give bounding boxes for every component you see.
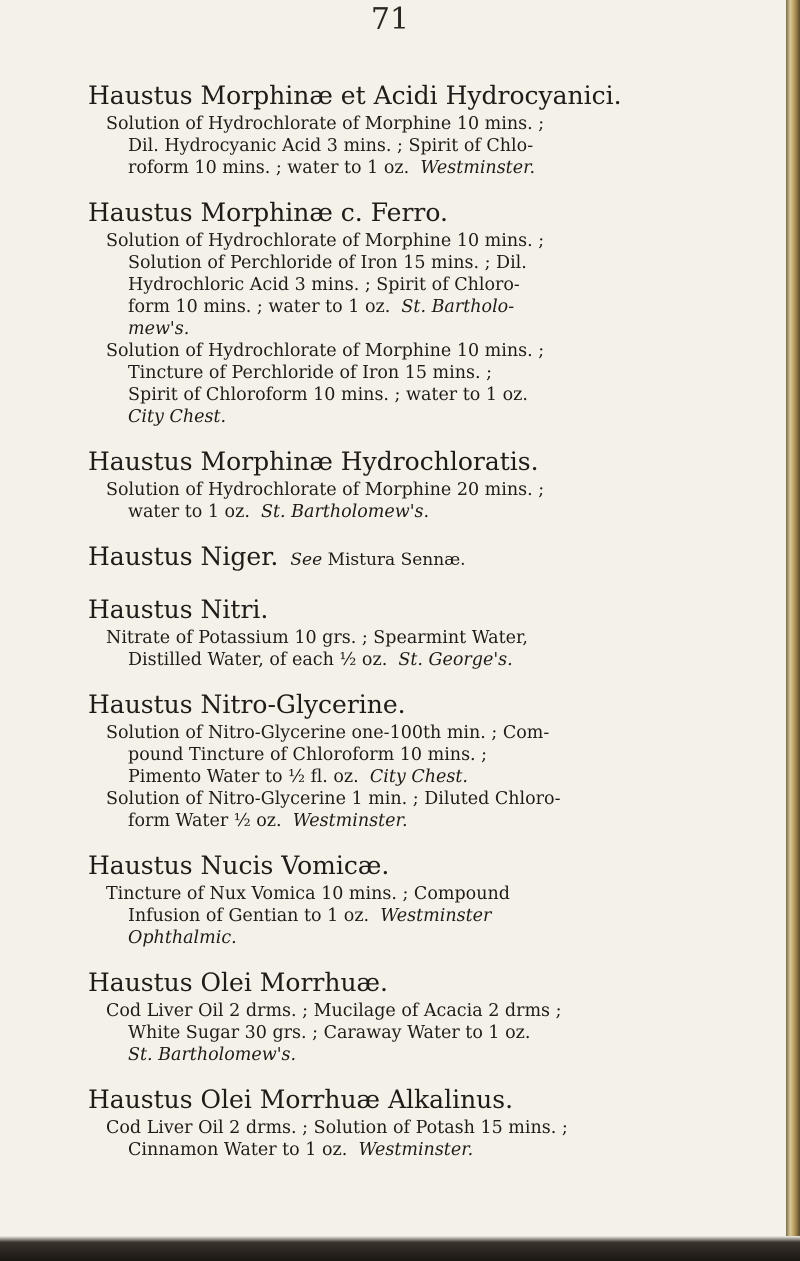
source-hospital: City Chest. xyxy=(369,767,468,787)
source-hospital: St. Bartholomew's. xyxy=(261,502,430,522)
entry-text xyxy=(106,1000,748,1066)
entry-text xyxy=(106,788,748,832)
text-line: Spirit of Chloroform 10 mins. ; water to 1 oz. xyxy=(128,385,528,405)
entry-text xyxy=(106,340,748,428)
entry-heading: Haustus Olei Morrhuæ. xyxy=(88,968,388,997)
entry-heading: Haustus Nitro-Glycerine. xyxy=(88,690,406,719)
text-line: Solution of Hydrochlorate of Morphine 20 mins. ; xyxy=(106,480,545,500)
text-line: Solution of Hydrochlorate of Morphine 10 mins. ; xyxy=(106,231,545,251)
entry-morphinae-hydrocyanici xyxy=(88,80,748,179)
entry-text xyxy=(106,479,748,523)
text-line: Solution of Hydrochlorate of Morphine 10 mins. ; xyxy=(106,114,545,134)
text-line: Solution of Nitro-Glycerine 1 min. ; Diluted Chloro- xyxy=(106,789,561,809)
page-bottom-shadow xyxy=(0,1236,800,1261)
entry-text xyxy=(106,1117,748,1161)
text-line: Cod Liver Oil 2 drms. ; Solution of Potash 15 mins. ; xyxy=(106,1118,568,1138)
source-hospital: Westminster. xyxy=(358,1140,474,1160)
page-binding-edge xyxy=(786,0,800,1261)
cross-reference xyxy=(290,550,465,570)
page-number: 71 xyxy=(370,2,410,37)
entry-heading: Haustus Nitri. xyxy=(88,595,269,624)
text-line: Hydrochloric Acid 3 mins. ; Spirit of Chloro- xyxy=(128,275,520,295)
text-line: Solution of Perchloride of Iron 15 mins. ; Dil. xyxy=(128,253,527,273)
source-hospital: Westminster. xyxy=(292,811,408,831)
text-line: Solution of Hydrochlorate of Morphine 10 mins. ; xyxy=(106,341,545,361)
source-hospital-cont: mew's. xyxy=(128,319,190,339)
entry-nitro-glycerine xyxy=(88,689,748,832)
entry-olei-morrhuae xyxy=(88,967,748,1066)
entry-text xyxy=(106,722,748,788)
entry-morphinae-hydrochloratis xyxy=(88,446,748,523)
text-line: Distilled Water, of each ½ oz. xyxy=(128,650,388,670)
entry-nucis-vomicae xyxy=(88,850,748,949)
text-line: pound Tincture of Chloroform 10 mins. ; xyxy=(128,745,488,765)
source-hospital: Westminster xyxy=(380,906,492,926)
entry-heading: Haustus Morphinæ Hydrochloratis. xyxy=(88,447,539,476)
entry-morphinae-ferro xyxy=(88,197,748,428)
entry-heading: Haustus Morphinæ et Acidi Hydrocyanici. xyxy=(88,81,622,110)
text-line: Infusion of Gentian to 1 oz. xyxy=(128,906,370,926)
text-line: form Water ½ oz. xyxy=(128,811,282,831)
see-word: See xyxy=(290,550,323,570)
text-line: water to 1 oz. xyxy=(128,502,250,522)
text-line: Cinnamon Water to 1 oz. xyxy=(128,1140,348,1160)
source-hospital: City Chest. xyxy=(128,407,227,427)
text-line: Dil. Hydrocyanic Acid 3 mins. ; Spirit of Chlo- xyxy=(128,136,534,156)
entry-niger xyxy=(88,541,748,576)
entry-heading: Haustus Nucis Vomicæ. xyxy=(88,851,390,880)
text-line: Tincture of Perchloride of Iron 15 mins. ; xyxy=(128,363,493,383)
text-line: Pimento Water to ½ fl. oz. xyxy=(128,767,359,787)
entry-heading: Haustus Olei Morrhuæ Alkalinus. xyxy=(88,1085,514,1114)
text-line: Solution of Nitro-Glycerine one-100th min. ; Com- xyxy=(106,723,550,743)
heading-text: Haustus Niger. xyxy=(88,542,279,571)
source-hospital: St. Bartholo- xyxy=(401,297,515,317)
entry-nitri xyxy=(88,594,748,671)
entry-text xyxy=(106,883,748,949)
entry-heading xyxy=(88,541,748,576)
entry-heading: Haustus Morphinæ c. Ferro. xyxy=(88,198,448,227)
page-content xyxy=(88,80,748,1179)
source-hospital-cont: Ophthalmic. xyxy=(128,928,237,948)
source-hospital: Westminster. xyxy=(420,158,536,178)
see-target: Mistura Sennæ. xyxy=(327,550,466,570)
entry-olei-morrhuae-alkalinus xyxy=(88,1084,748,1161)
source-hospital: St. Bartholomew's. xyxy=(128,1045,297,1065)
text-line: roform 10 mins. ; water to 1 oz. xyxy=(128,158,410,178)
text-line: Cod Liver Oil 2 drms. ; Mucilage of Acacia 2 drms ; xyxy=(106,1001,562,1021)
text-line: White Sugar 30 grs. ; Caraway Water to 1 oz. xyxy=(128,1023,531,1043)
entry-text xyxy=(106,230,748,340)
entry-text xyxy=(106,627,748,671)
text-line: Nitrate of Potassium 10 grs. ; Spearmint Water, xyxy=(106,628,528,648)
text-line: Tincture of Nux Vomica 10 mins. ; Compound xyxy=(106,884,510,904)
source-hospital: St. George's. xyxy=(398,650,513,670)
text-line: form 10 mins. ; water to 1 oz. xyxy=(128,297,391,317)
entry-text xyxy=(106,113,748,179)
